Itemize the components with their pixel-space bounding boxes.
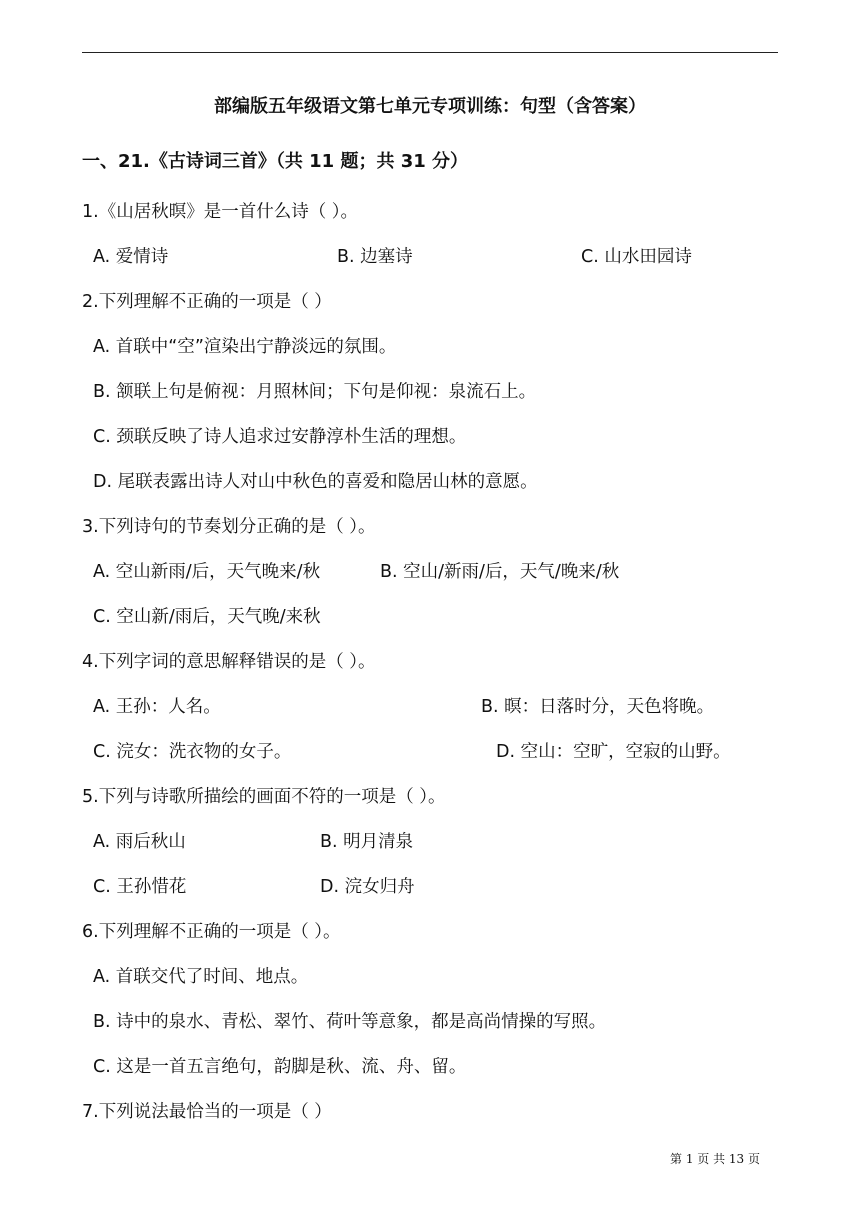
q3-option-a: A. 空山新雨/后，天气晚来/秋: [93, 562, 321, 582]
q5-option-b: B. 明月清泉: [320, 832, 414, 852]
q3-option-b: B. 空山/新雨/后，天气/晚来/秋: [380, 562, 620, 582]
q6-option-b: B. 诗中的泉水、青松、翠竹、荷叶等意象，都是高尚情操的写照。: [93, 1012, 607, 1032]
q4-option-b: B. 暝：日落时分，天色将晚。: [481, 697, 715, 717]
q5-option-d: D. 浣女归舟: [320, 877, 415, 897]
question-1: 1.《山居秋暝》是一首什么诗（ ）。: [82, 202, 359, 222]
q2-option-a: A. 首联中“空”渲染出宁静淡远的氛围。: [93, 337, 397, 357]
q1-option-c: C. 山水田园诗: [581, 247, 692, 267]
q1-option-a: A. 爱情诗: [93, 247, 169, 267]
q5-option-a: A. 雨后秋山: [93, 832, 186, 852]
q6-option-c: C. 这是一首五言绝句，韵脚是秋、流、舟、留。: [93, 1057, 467, 1077]
q4-option-d: D. 空山：空旷，空寂的山野。: [496, 742, 731, 762]
q2-option-d: D. 尾联表露出诗人对山中秋色的喜爱和隐居山林的意愿。: [93, 472, 538, 492]
q4-option-a: A. 王孙：人名。: [93, 697, 221, 717]
question-7: 7.下列说法最恰当的一项是（ ）: [82, 1102, 332, 1122]
question-4: 4.下列字词的意思解释错误的是（ ）。: [82, 652, 376, 672]
q3-option-c: C. 空山新/雨后，天气晚/来秋: [93, 607, 321, 627]
question-2: 2.下列理解不正确的一项是（ ）: [82, 292, 332, 312]
header-rule: [82, 52, 778, 53]
q1-option-b: B. 边塞诗: [337, 247, 413, 267]
question-6: 6.下列理解不正确的一项是（ ）。: [82, 922, 341, 942]
section-heading: 一、21.《古诗词三首》（共 11 题；共 31 分）: [82, 151, 469, 172]
q2-option-c: C. 颈联反映了诗人追求过安静淳朴生活的理想。: [93, 427, 467, 447]
document-title: 部编版五年级语文第七单元专项训练：句型（含答案）: [214, 96, 646, 117]
question-3: 3.下列诗句的节奏划分正确的是（ ）。: [82, 517, 376, 537]
page-footer: 第 1 页 共 13 页: [670, 1152, 760, 1166]
q6-option-a: A. 首联交代了时间、地点。: [93, 967, 309, 987]
question-5: 5.下列与诗歌所描绘的画面不符的一项是（ ）。: [82, 787, 446, 807]
q5-option-c: C. 王孙惜花: [93, 877, 187, 897]
q2-option-b: B. 颔联上句是俯视：月照林间；下句是仰视：泉流石上。: [93, 382, 537, 402]
q4-option-c: C. 浣女：洗衣物的女子。: [93, 742, 292, 762]
